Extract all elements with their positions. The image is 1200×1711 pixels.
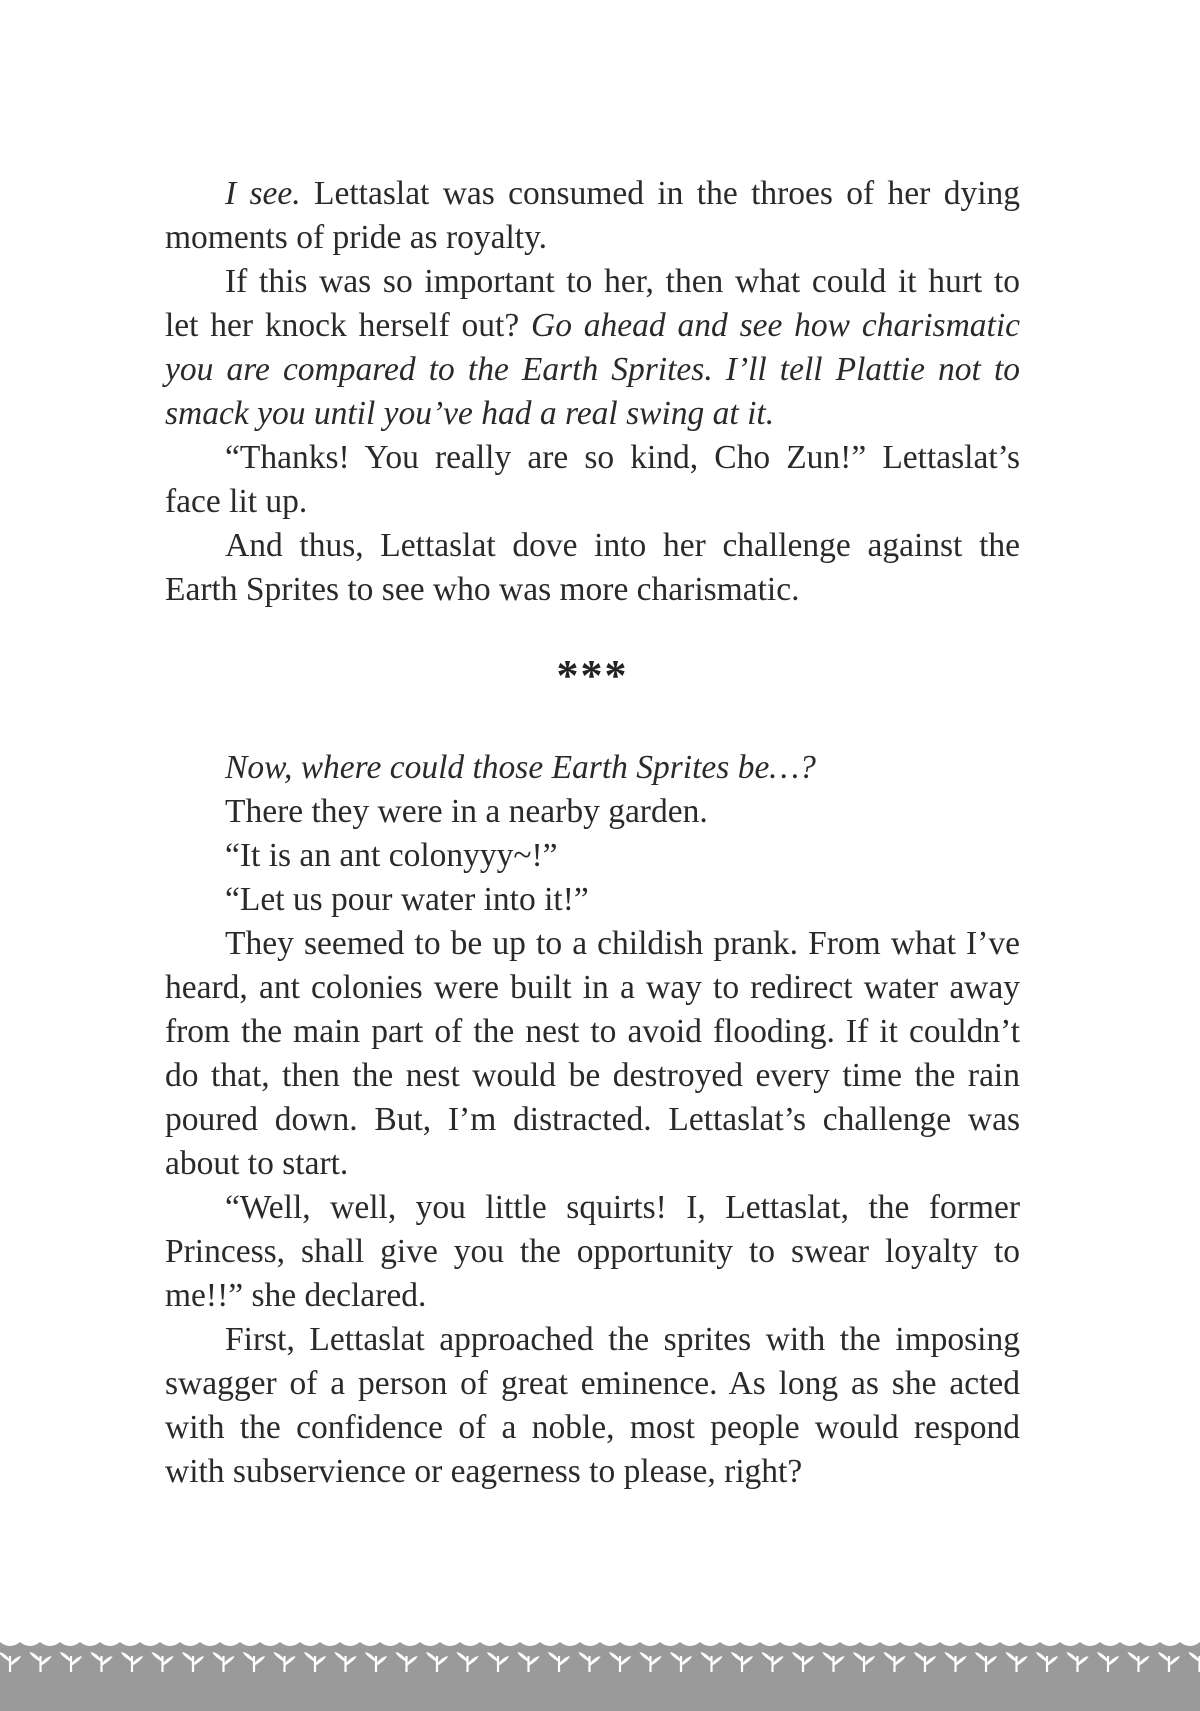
italic-thought: Go ahead and see how charismatic you are compared to the Earth Sprites. I’ll tell Plattie not to smack you until you’ve had a real swing at it. [165,307,1020,432]
page-body [165,172,1020,1494]
paragraph: They seemed to be up to a childish prank. From what I’ve heard, ant colonies were built in a way to redirect water away from the main part of the nest to avoid flooding. If it couldn’t do that, then the nest would be destroyed every time the rain poured down. But, I’m distracted. Lettaslat’s challenge was about to start. [165,925,1020,1182]
section-break: *** [556,651,629,700]
sprout-border [0,1628,1200,1711]
paragraph: Now, where could those Earth Sprites be…? [225,749,816,786]
paragraph: First, Lettaslat approached the sprites with the imposing swagger of a person of great eminence. As long as she acted with the confidence of a noble, most people would respond with subservience or eagerness to please, right? [165,1321,1020,1490]
paragraph: “Well, well, you little squirts! I, Lettaslat, the former Princess, shall give you the opportunity to swear loyalty to me!!” she declared. [165,1189,1020,1314]
paragraph-text: Lettaslat was consumed in the throes of her dying moments of pride as royalty. [165,175,1020,256]
paragraph: “Let us pour water into it!” [225,881,589,918]
paragraph [165,260,1020,436]
paragraph [165,172,1020,260]
paragraph: And thus, Lettaslat dove into her challenge against the Earth Sprites to see who was more charismatic. [165,527,1020,608]
paragraph: There they were in a nearby garden. [225,793,708,830]
paragraph: “Thanks! You really are so kind, Cho Zun!” Lettaslat’s face lit up. [165,439,1020,520]
paragraph: “It is an ant colonyyy~!” [225,837,558,874]
decorative-footer [0,1628,1200,1711]
paragraph-text: If this was so important to her, then what could it hurt to let her knock herself out? [165,263,1020,344]
italic-lead: I see. [225,175,301,212]
